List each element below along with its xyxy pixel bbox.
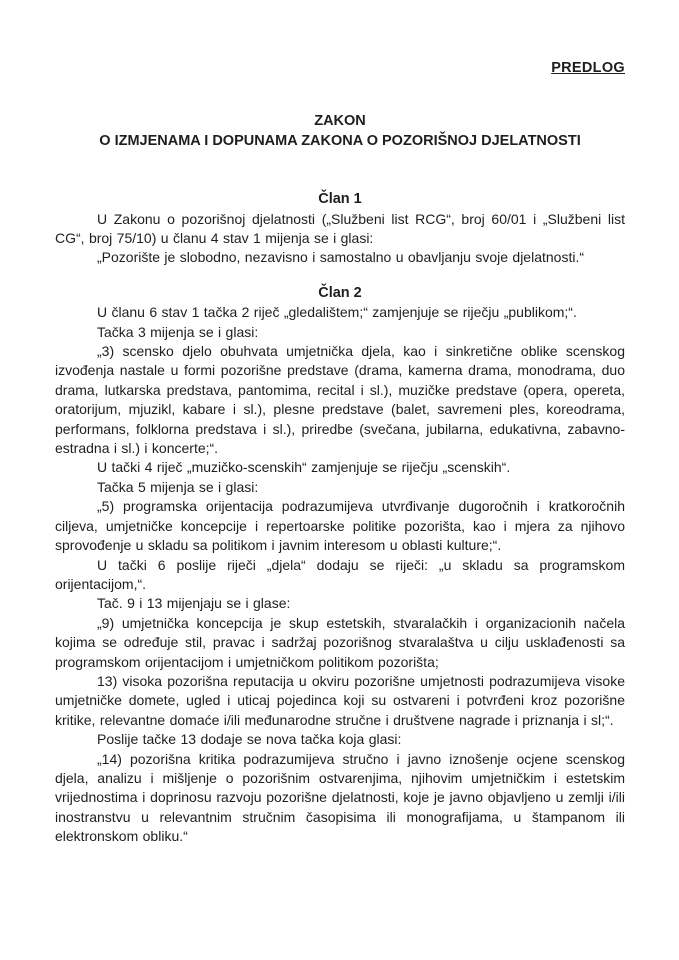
law-subtitle: O IZMJENAMA I DOPUNAMA ZAKONA O POZORIŠNOJ DJELATNOSTI: [99, 133, 581, 149]
article-1-paragraph-1: U Zakonu o pozorišnoj djelatnosti („Službeni list RCG“, broj 60/01 i „Službeni list CG“, broj 75/10) u članu 4 stav 1 mijenja se i glasi:: [55, 210, 625, 246]
document-tag-predlog: PREDLOG: [551, 60, 625, 76]
article-2-paragraph-6: „5) programska orijentacija podrazumijeva utvrđivanje dugoročnih i kratkoročnih ciljeva, umjetničke koncepcije i repertoarske politike pozorišta, kao i mjera za njihovo sprovođenje u skladu sa politikom i javnim interesom u oblasti kulture;“.: [55, 498, 625, 554]
law-title: ZAKON: [314, 113, 366, 129]
article-1-heading: Član 1: [318, 191, 362, 207]
article-2-paragraph-12: „14) pozorišna kritika podrazumijeva stručno i javno iznošenje ocjene scenskog djela, analizu i mišljenje o pozorišnim ostvarenjima, njihovim umjetničkim i estetskim vrijednostima i doprinosu razvoju pozorišne djelatnosti, koje je javno objavljeno u zemlji i/ili inostranstvu u relevantnim stručnim časopisima ili monografijama, u štampanom ili elektronskom obliku.“: [55, 750, 625, 845]
article-2-paragraph-10: 13) visoka pozorišna reputacija u okviru pozorišne umjetnosti podrazumijeva visoke umjetničke domete, ugled i uticaj pojedinca koji su ostvareni i potvrđeni kroz pozorišne kritike, relevantne domaće i/ili međunarodne stručne i društvene nagrade i priznanja i sl;“.: [55, 672, 625, 728]
article-2-paragraph-8: Tač. 9 i 13 mijenjaju se i glase:: [97, 595, 291, 612]
article-2-paragraph-1: U članu 6 stav 1 tačka 2 riječ „gledalištem;“ zamjenjuje se riječju „publikom;“.: [97, 304, 577, 321]
article-2-paragraph-7: U tački 6 poslije riječi „djela“ dodaju se riječi: „u skladu sa programskom orijentacijom,“.: [55, 556, 625, 592]
article-1-paragraph-2: „Pozorište je slobodno, nezavisno i samostalno u obavljanju svoje djelatnosti.“: [97, 249, 584, 266]
article-2-paragraph-11: Poslije tačke 13 dodaje se nova tačka koja glasi:: [97, 731, 402, 748]
document-title-block: [55, 111, 625, 151]
article-2-heading: Član 2: [318, 284, 362, 301]
article-2-paragraph-5: Tačka 5 mijenja se i glasi:: [97, 478, 259, 495]
article-2-paragraph-4: U tački 4 riječ „muzičko-scenskih“ zamjenjuje se riječju „scenskih“.: [97, 459, 511, 476]
article-2-paragraph-3: „3) scensko djelo obuhvata umjetnička djela, kao i sinkretične oblike scenskog izvođenja nastale u formi pozorišne predstave (drama, kamerna drama, monodrama, duo drama, lutkarska predstava, pantomima, recital i sl.), muzičke predstave (opera, opereta, oratorijum, mjuzikl, kabare i sl.), plesne predstave (balet, savremeni ples, koreodrama, performans, folklorna predstava i sl.), priredbe (svečana, jubilarna, edukativna, zabavno-estradna i sl.) i koncerte;“.: [55, 343, 625, 457]
article-2-paragraph-2: Tačka 3 mijenja se i glasi:: [97, 323, 259, 340]
article-2-paragraph-9: „9) umjetnička koncepcija je skup estetskih, stvaralačkih i organizacionih načela kojima se određuje stil, pravac i sadržaj pozorišnog stvaralaštva u cilju usklađenosti sa programskom orijentacijom i umjetničkom politikom pozorišta;: [55, 614, 625, 670]
